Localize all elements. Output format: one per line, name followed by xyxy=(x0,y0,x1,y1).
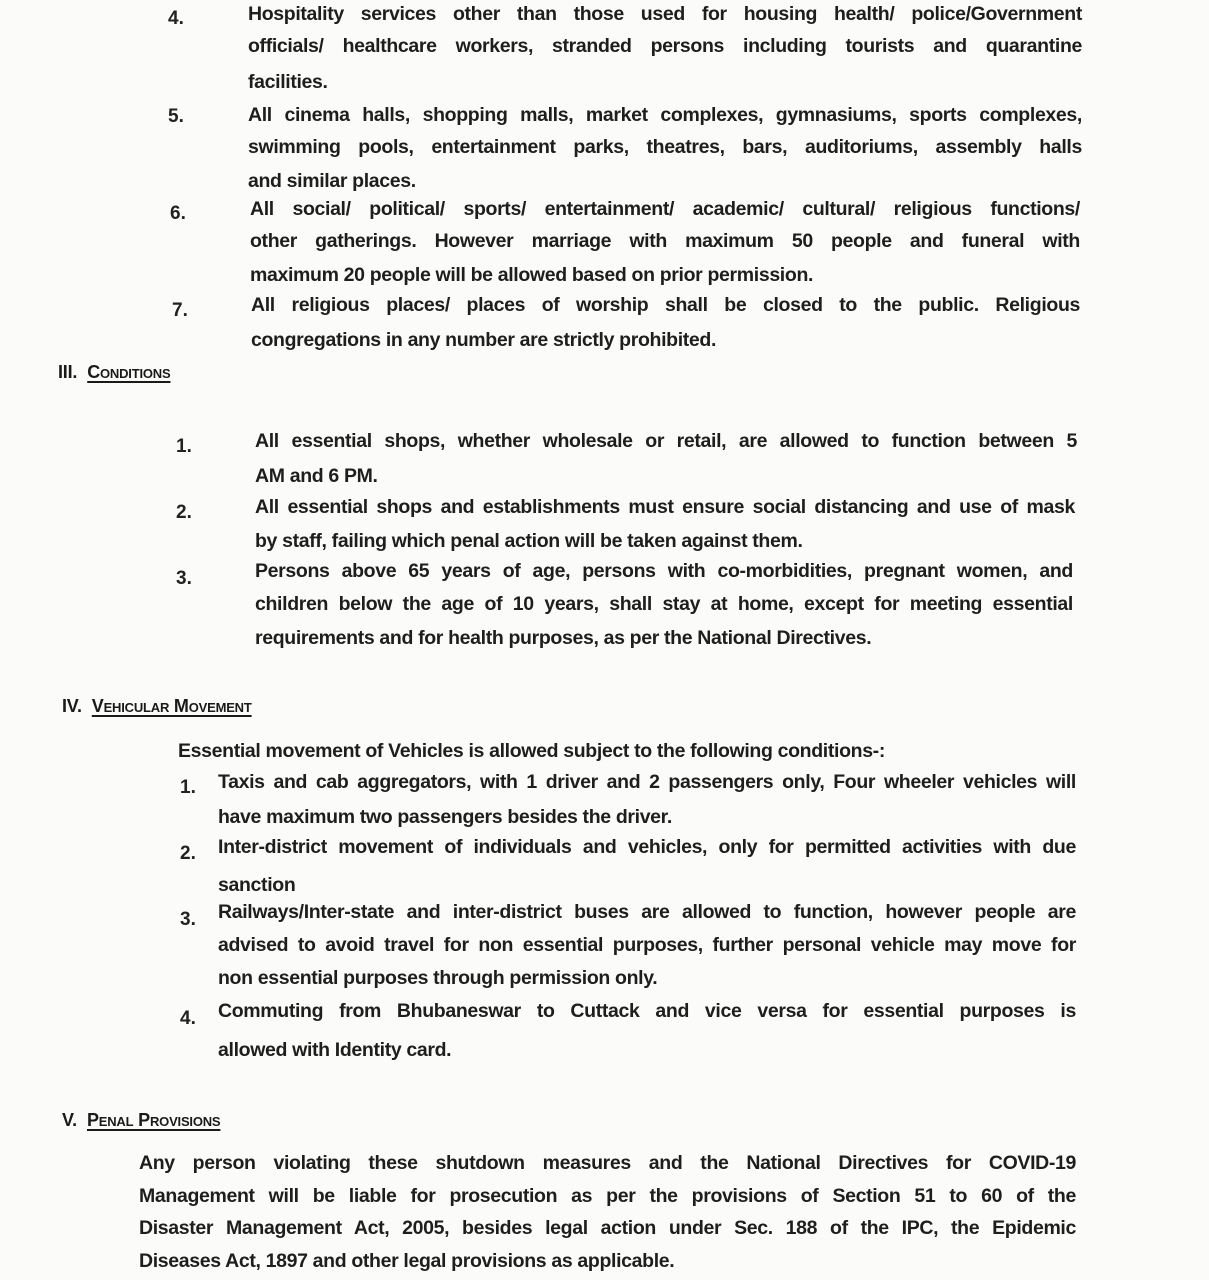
item-text: non essential purposes through permission only. xyxy=(218,967,658,989)
item-text: congregations in any number are strictly prohibited. xyxy=(251,329,717,351)
item-text: All essential shops and establishments must ensure social distancing and use of mask xyxy=(255,496,1075,518)
item-number: 7. xyxy=(172,300,188,321)
item-text: allowed with Identity card. xyxy=(218,1039,452,1061)
item-text: other gatherings. However marriage with maximum 50 people and funeral with xyxy=(250,230,1080,252)
item-text: swimming pools, entertainment parks, theatres, bars, auditoriums, assembly halls xyxy=(248,136,1082,158)
item-number: 3. xyxy=(180,909,196,930)
item-text: and similar places. xyxy=(248,170,416,192)
item-text: maximum 20 people will be allowed based on prior permission. xyxy=(250,264,814,286)
item-text: Railways/Inter-state and inter-district buses are allowed to function, however people are xyxy=(218,901,1076,923)
section-number: III. xyxy=(58,362,78,382)
section-heading-vehicular-movement xyxy=(62,696,252,717)
item-number: 4. xyxy=(180,1008,196,1029)
section-heading-penal-provisions xyxy=(62,1110,220,1131)
section-intro: Essential movement of Vehicles is allowed subject to the following conditions-: xyxy=(178,740,885,762)
item-text: Taxis and cab aggregators, with 1 driver and 2 passengers only, Four wheeler vehicles will xyxy=(218,771,1076,793)
section-title: Conditions xyxy=(87,362,171,382)
paragraph-line: Any person violating these shutdown measures and the National Directives for COVID-19 xyxy=(139,1152,1076,1174)
paragraph-line: Diseases Act, 1897 and other legal provisions as applicable. xyxy=(139,1250,675,1272)
item-text: Inter-district movement of individuals and vehicles, only for permitted activities with due xyxy=(218,836,1076,858)
paragraph-line: Management will be liable for prosecution as per the provisions of Section 51 to 60 of the xyxy=(139,1185,1076,1207)
item-text: by staff, failing which penal action will be taken against them. xyxy=(255,530,803,552)
item-text: Persons above 65 years of age, persons with co-morbidities, pregnant women, and xyxy=(255,560,1073,582)
item-number: 3. xyxy=(176,568,192,589)
item-text: have maximum two passengers besides the driver. xyxy=(218,806,672,828)
item-text: sanction xyxy=(218,874,296,896)
item-number: 2. xyxy=(180,843,196,864)
section-number: V. xyxy=(62,1110,77,1130)
item-number: 5. xyxy=(168,106,184,127)
paragraph-line: Disaster Management Act, 2005, besides legal action under Sec. 188 of the IPC, the Epidemic xyxy=(139,1217,1076,1239)
section-number: IV. xyxy=(62,696,82,716)
item-text: officials/ healthcare workers, stranded persons including tourists and quarantine xyxy=(248,35,1082,57)
item-text: advised to avoid travel for non essential purposes, further personal vehicle may move for xyxy=(218,934,1076,956)
item-text: All social/ political/ sports/ entertainment/ academic/ cultural/ religious functions/ xyxy=(250,198,1080,220)
item-number: 6. xyxy=(170,203,186,224)
section-title: Vehicular Movement xyxy=(91,696,252,716)
item-number: 2. xyxy=(176,502,192,523)
item-number: 1. xyxy=(180,777,196,798)
item-text: requirements and for health purposes, as per the National Directives. xyxy=(255,627,872,649)
item-text: Commuting from Bhubaneswar to Cuttack and vice versa for essential purposes is xyxy=(218,1000,1076,1022)
item-number: 4. xyxy=(168,8,184,29)
item-number: 1. xyxy=(176,436,192,457)
section-heading-conditions xyxy=(58,362,170,383)
item-text: facilities. xyxy=(248,71,328,93)
section-title: Penal Provisions xyxy=(86,1110,221,1130)
item-text: Hospitality services other than those used for housing health/ police/Government xyxy=(248,3,1082,25)
item-text: All essential shops, whether wholesale or retail, are allowed to function between 5 xyxy=(255,430,1077,452)
item-text: All religious places/ places of worship shall be closed to the public. Religious xyxy=(251,294,1080,316)
item-text: children below the age of 10 years, shall stay at home, except for meeting essential xyxy=(255,593,1073,615)
item-text: All cinema halls, shopping malls, market complexes, gymnasiums, sports complexes, xyxy=(248,104,1082,126)
item-text: AM and 6 PM. xyxy=(255,465,378,487)
